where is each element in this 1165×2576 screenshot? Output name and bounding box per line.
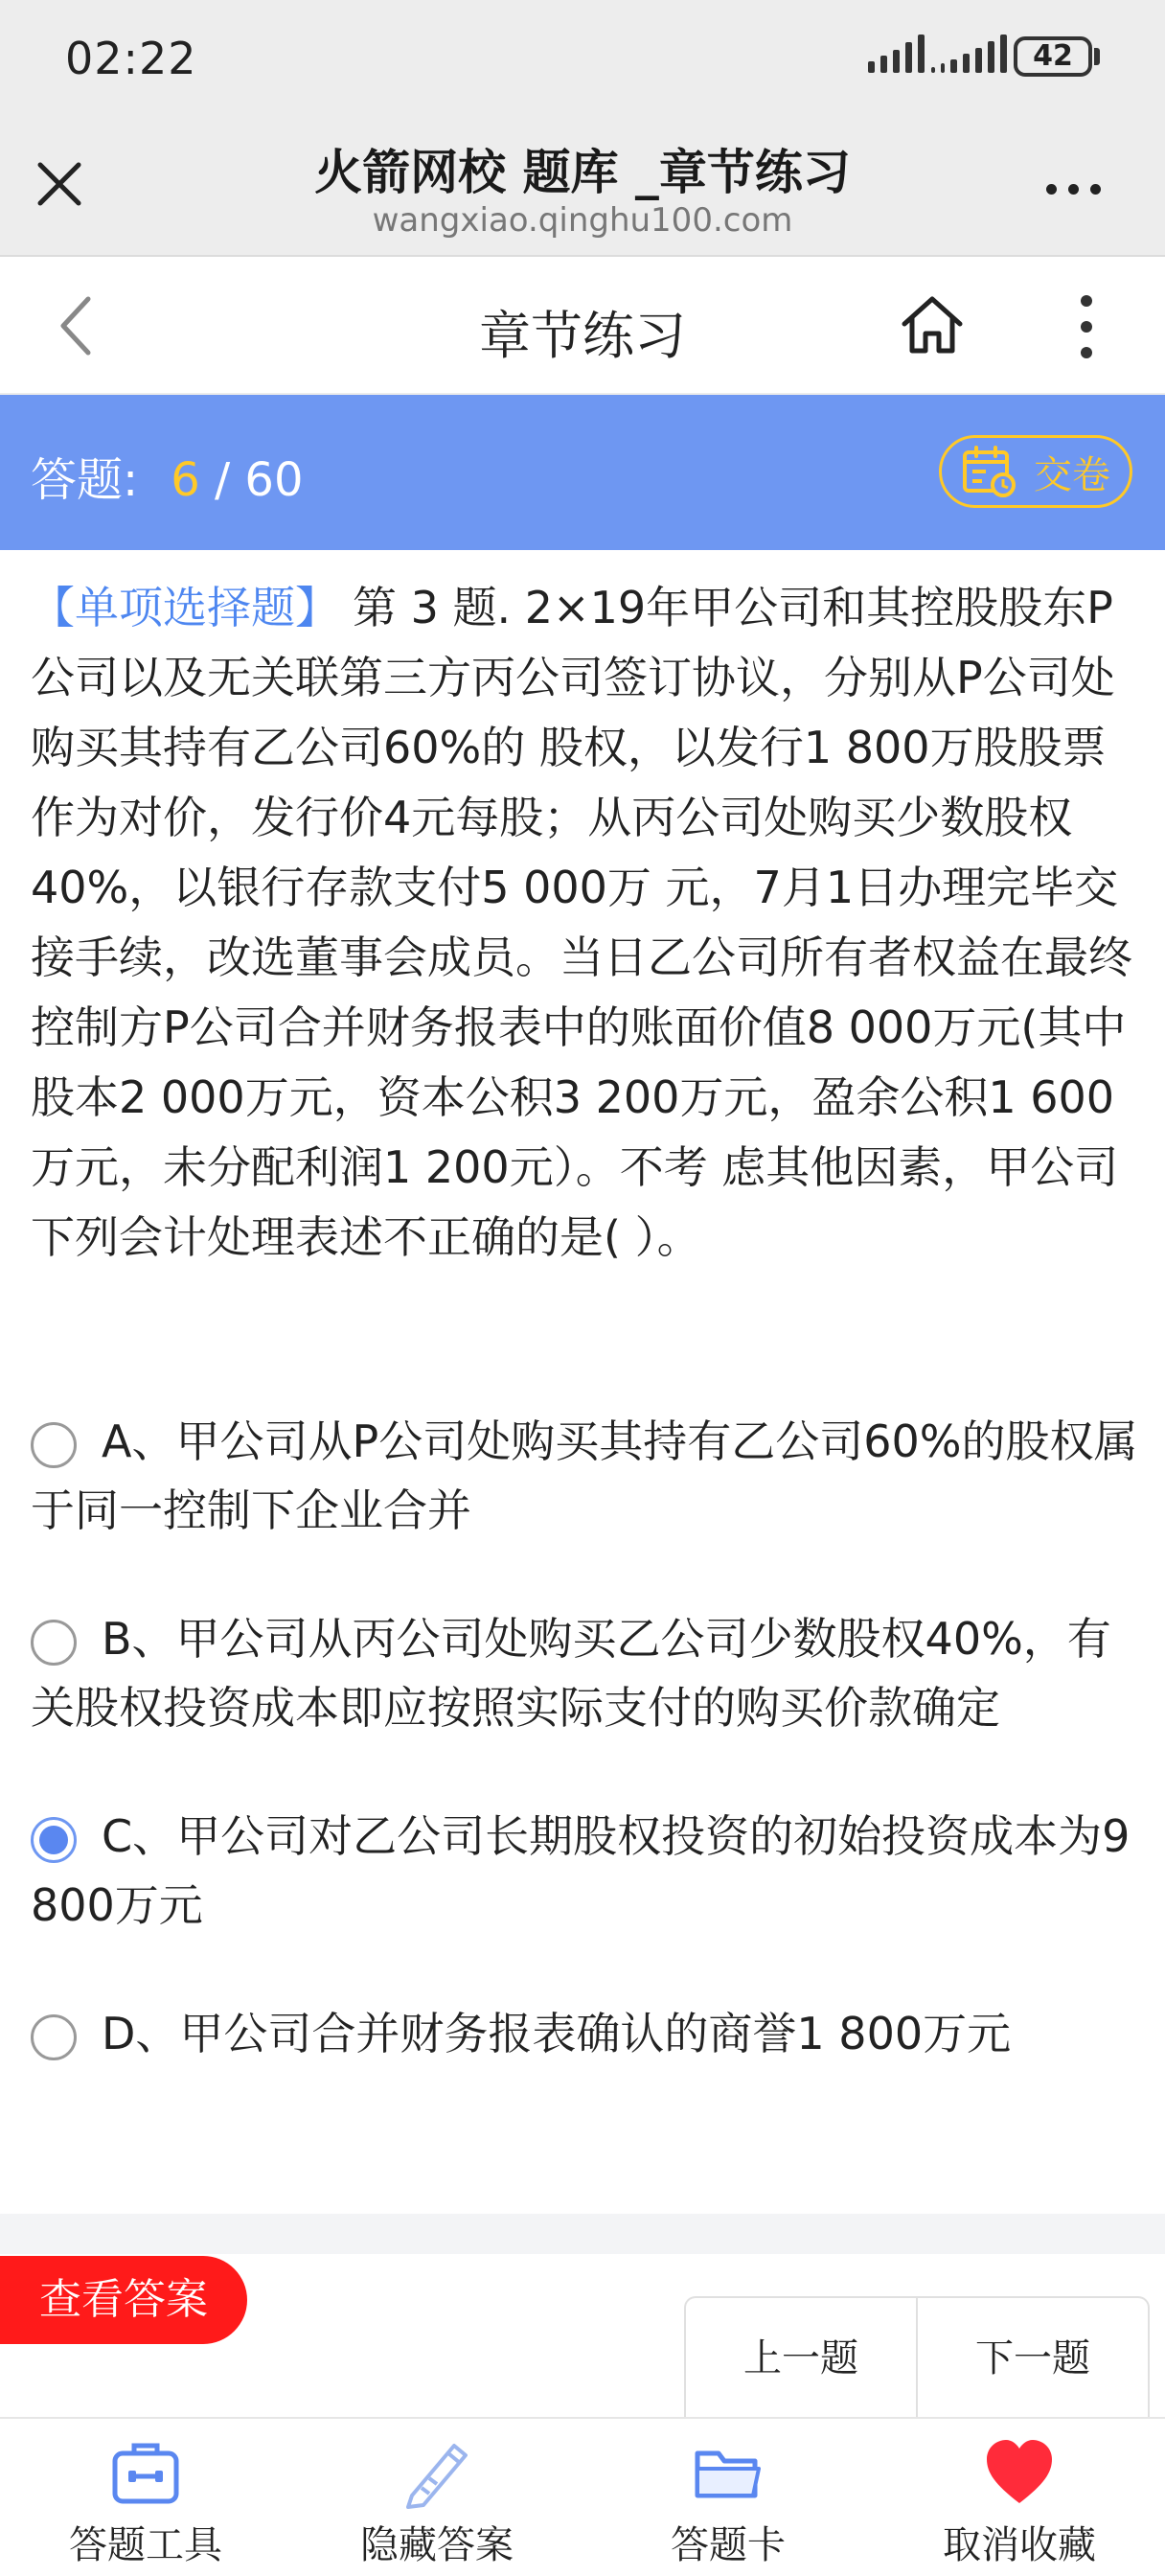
option-c[interactable] — [31, 1802, 1138, 1940]
pencil-ruler-icon — [399, 2436, 475, 2509]
browser-title: 火箭网校 题库 _章节练习 — [314, 145, 851, 200]
heart-icon — [981, 2436, 1058, 2509]
browser-header — [0, 115, 1165, 257]
submit-exam-button[interactable] — [939, 435, 1132, 508]
option-d-text: D、甲公司合并财务报表确认的商誉1 800万元 — [102, 2008, 1012, 2059]
browser-url: wangxiao.qinghu100.com — [372, 201, 793, 240]
answer-tools-button[interactable] — [0, 2419, 291, 2576]
option-a[interactable] — [31, 1407, 1138, 1545]
folder-icon — [690, 2436, 766, 2509]
answer-tools-label: 答题工具 — [69, 2523, 222, 2567]
menu-kebab-icon[interactable] — [1069, 295, 1104, 358]
progress-label: 答题: — [31, 453, 139, 507]
home-icon[interactable] — [899, 291, 966, 358]
option-b-text: B、甲公司从丙公司处购买乙公司少数股权40%，有关股权投资成本即应按照实际支付的购买价款确定 — [31, 1613, 1111, 1734]
radio-icon[interactable] — [31, 2014, 77, 2060]
progress-total: 60 — [244, 453, 304, 507]
next-question-button[interactable]: 下一题 — [916, 2298, 1148, 2421]
radio-icon[interactable] — [31, 1422, 77, 1468]
hide-answer-label: 隐藏答案 — [360, 2523, 514, 2567]
nav-bar — [0, 257, 1165, 395]
page-title: 章节练习 — [479, 306, 686, 366]
progress-indicator — [31, 443, 304, 509]
option-b[interactable] — [31, 1604, 1138, 1742]
radio-icon[interactable] — [31, 1620, 77, 1666]
status-time: 02:22 — [65, 33, 197, 84]
hide-answer-button[interactable] — [291, 2419, 582, 2576]
more-options-icon[interactable] — [1046, 174, 1123, 203]
progress-band — [0, 395, 1165, 550]
toolbox-icon — [107, 2436, 184, 2509]
answer-card-label: 答题卡 — [671, 2523, 786, 2567]
option-c-text: C、甲公司对乙公司长期股权投资的初始投资成本为9 800万元 — [31, 1810, 1131, 1931]
unfavorite-label: 取消收藏 — [943, 2523, 1096, 2567]
radio-checked-icon[interactable] — [31, 1817, 77, 1863]
signal-icon — [868, 34, 925, 73]
option-a-text: A、甲公司从P公司处购买其持有乙公司60%的股权属于同一控制下企业合并 — [31, 1415, 1138, 1536]
question-type: 【单项选择题】 — [31, 582, 339, 633]
question-body: 第 3 题. 2×19年甲公司和其控股股东P公司以及无关联第三方丙公司签订协议，分别从P公司处购买其持有乙公司60%的 股权，以发行1 800万股股票作为对价，发行价4元每股；从丙公司处购买少数股权40%，以银行存款支付5 000万 元，7月1日办理完毕交接手续，改选董事会成员。当日乙公司所有者权益在最终控制方P公司合并财务报表中的账面价值8 000万元(其中股本2 000万元，资本公积3 200万元，盈余公积1 600万元，未分配利润1 200元）。不考 虑其他因素，甲公司下列会计处理表述不正确的是( ）。 — [31, 582, 1132, 1263]
option-d[interactable] — [31, 1999, 1138, 2068]
view-answer-button[interactable]: 查看答案 — [0, 2256, 247, 2344]
section-divider — [0, 2214, 1165, 2254]
submit-label: 交卷 — [1034, 452, 1110, 497]
question-pager — [684, 2296, 1150, 2421]
progress-current: 6 — [171, 453, 200, 507]
progress-separator: / — [199, 453, 245, 507]
bottom-toolbar — [0, 2417, 1165, 2576]
status-bar — [0, 0, 1165, 115]
battery-icon: 42 — [1014, 36, 1092, 77]
answer-card-button[interactable] — [582, 2419, 874, 2576]
prev-question-button[interactable]: 上一题 — [743, 2336, 858, 2380]
battery-tip — [1094, 48, 1100, 65]
calendar-clock-icon — [961, 445, 1018, 498]
signal-icon-secondary — [931, 34, 1007, 73]
question-text — [31, 573, 1138, 1273]
unfavorite-button[interactable] — [874, 2419, 1165, 2576]
